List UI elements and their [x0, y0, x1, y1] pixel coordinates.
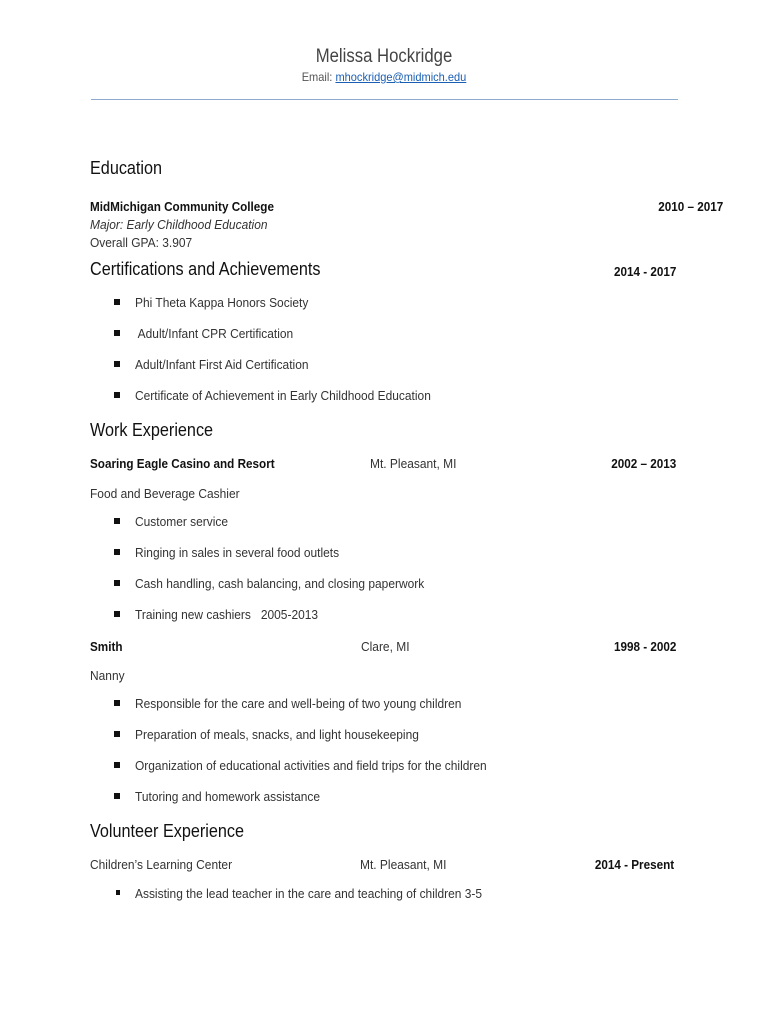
certification-item: Phi Theta Kappa Honors Society [135, 295, 309, 310]
certification-item: Adult/Infant First Aid Certification [135, 357, 309, 372]
bullet-icon [114, 580, 120, 586]
job-duty: Organization of educational activities and field trips for the children [135, 758, 487, 773]
job-dates: 2002 – 2013 [610, 456, 676, 471]
job-duty: Customer service [135, 514, 229, 529]
job-duty: Responsible for the care and well-being of two young children [135, 696, 462, 711]
education-school: MidMichigan Community College [90, 199, 274, 214]
volunteer-duty: Assisting the lead teacher in the care and teaching of children 3-5 [135, 886, 483, 901]
certifications-heading: Certifications and Achievements [90, 259, 321, 279]
bullet-icon [114, 549, 120, 555]
bullet-icon [114, 731, 120, 737]
bullet-icon [114, 392, 120, 398]
email-link[interactable]: mhockridge@midmich.edu [335, 70, 467, 84]
volunteer-dates: 2014 - Present [594, 857, 674, 872]
job-duty: Preparation of meals, snacks, and light housekeeping [135, 727, 419, 742]
bullet-icon [114, 793, 120, 799]
work-heading: Work Experience [90, 420, 214, 440]
education-dates: 2010 – 2017 [657, 199, 723, 214]
volunteer-heading: Volunteer Experience [90, 821, 245, 841]
job-duty: Cash handling, cash balancing, and closing paperwork [135, 576, 425, 591]
bullet-icon [114, 518, 120, 524]
bullet-icon [114, 299, 120, 305]
bullet-icon [114, 361, 120, 367]
bullet-icon [114, 762, 120, 768]
bullet-icon [116, 890, 120, 895]
bullet-icon [114, 330, 120, 336]
certifications-dates: 2014 - 2017 [613, 264, 676, 279]
header-divider [91, 99, 678, 100]
education-gpa: Overall GPA: 3.907 [90, 235, 193, 250]
job-dates: 1998 - 2002 [613, 639, 676, 654]
volunteer-location: Mt. Pleasant, MI [360, 857, 447, 872]
candidate-name: Melissa Hockridge [315, 46, 453, 67]
certification-item: Certificate of Achievement in Early Childhood Education [135, 388, 431, 403]
volunteer-org: Children’s Learning Center [90, 857, 233, 872]
bullet-icon [114, 611, 120, 617]
education-heading: Education [90, 158, 163, 178]
job-title: Nanny [90, 668, 125, 683]
job-location: Clare, MI [361, 639, 410, 654]
bullet-icon [114, 700, 120, 706]
education-major: Major: Early Childhood Education [90, 217, 268, 232]
job-employer: Soaring Eagle Casino and Resort [90, 456, 275, 471]
job-location: Mt. Pleasant, MI [370, 456, 457, 471]
job-duty: Training new cashiers 2005-2013 [135, 607, 319, 622]
job-duty: Tutoring and homework assistance [135, 789, 321, 804]
email-line [31, 70, 738, 84]
email-label: Email: [301, 70, 333, 84]
job-employer: Smith [90, 639, 123, 654]
certification-item: Adult/Infant CPR Certification [135, 326, 294, 341]
job-duty: Ringing in sales in several food outlets [135, 545, 340, 560]
job-title: Food and Beverage Cashier [90, 486, 240, 501]
